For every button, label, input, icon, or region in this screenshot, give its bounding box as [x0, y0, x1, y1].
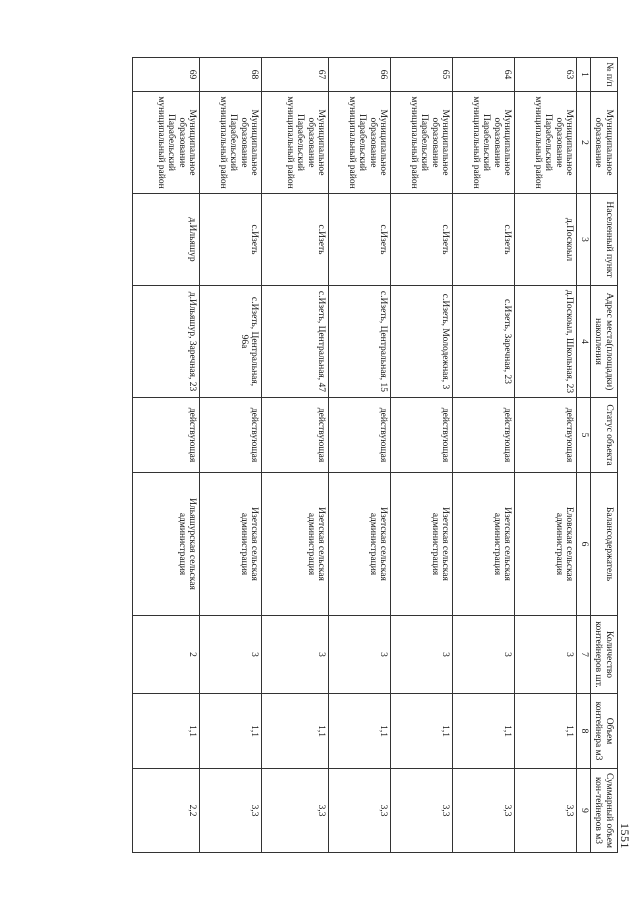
- total-volume-cell: 3,3: [262, 769, 329, 853]
- total-volume-cell: 3,3: [391, 769, 453, 853]
- column-number-cell: 1: [577, 58, 591, 92]
- row-number: 65: [391, 58, 453, 92]
- header-cell: Адрес места(площадки) накопления: [591, 286, 618, 398]
- header-cell: Балансодержатель: [591, 473, 618, 616]
- address-cell: с.Изеть, Молодежная, 3: [391, 286, 453, 398]
- container-count-cell: 2: [133, 616, 200, 694]
- column-number-cell: 9: [577, 769, 591, 853]
- column-number-cell: 4: [577, 286, 591, 398]
- container-volume-cell: 1,1: [262, 694, 329, 769]
- address-cell: д.Поскоыл, Школьная, 23: [515, 286, 577, 398]
- header-cell: № п/п: [591, 58, 618, 92]
- settlement-cell: д.Поскоыл: [515, 194, 577, 286]
- container-count-cell: 3: [391, 616, 453, 694]
- collection-sites-table: [133, 57, 619, 853]
- settlement-cell: д.Ильяшур: [133, 194, 200, 286]
- table-row: [391, 58, 453, 853]
- column-number-cell: 7: [577, 616, 591, 694]
- settlement-cell: с.Изеть: [453, 194, 515, 286]
- settlement-cell: с.Изеть: [262, 194, 329, 286]
- total-volume-cell: 3,3: [515, 769, 577, 853]
- municipality-cell: Муниципальное образование Парабельский муниципальный район: [391, 92, 453, 194]
- municipality-cell: Муниципальное образование Парабельский муниципальный район: [262, 92, 329, 194]
- container-volume-cell: 1,1: [200, 694, 262, 769]
- column-number-cell: 5: [577, 398, 591, 473]
- container-volume-cell: 1,1: [133, 694, 200, 769]
- header-cell: Суммарный объем кон-тейнеров м3: [591, 769, 618, 853]
- table-row: [200, 58, 262, 853]
- total-volume-cell: 2,2: [133, 769, 200, 853]
- settlement-cell: с.Изеть: [391, 194, 453, 286]
- table-row: [329, 58, 391, 853]
- table-row: [262, 58, 329, 853]
- container-volume-cell: 1,1: [453, 694, 515, 769]
- row-number: 67: [262, 58, 329, 92]
- header-cell: Объем контейнера м3: [591, 694, 618, 769]
- container-count-cell: 3: [262, 616, 329, 694]
- container-count-cell: 3: [329, 616, 391, 694]
- table-row: [453, 58, 515, 853]
- total-volume-cell: 3,3: [200, 769, 262, 853]
- status-cell: действующая: [200, 398, 262, 473]
- address-cell: с.Изеть, Заречная, 23: [453, 286, 515, 398]
- header-cell: Муниципальное образование: [591, 92, 618, 194]
- holder-cell: Изетская сельская администрация: [200, 473, 262, 616]
- municipality-cell: Муниципальное образование Парабельский муниципальный район: [200, 92, 262, 194]
- row-number: 68: [200, 58, 262, 92]
- column-number-cell: 8: [577, 694, 591, 769]
- table-row: [515, 58, 577, 853]
- holder-cell: Изетская сельская администрация: [329, 473, 391, 616]
- total-volume-cell: 3,3: [453, 769, 515, 853]
- row-number: 64: [453, 58, 515, 92]
- row-number: 69: [133, 58, 200, 92]
- municipality-cell: Муниципальное образование Парабельский муниципальный район: [515, 92, 577, 194]
- holder-cell: Ильяшурская сельская администрация: [133, 473, 200, 616]
- column-number-cell: 2: [577, 92, 591, 194]
- municipality-cell: Муниципальное образование Парабельский муниципальный район: [133, 92, 200, 194]
- settlement-cell: с.Изеть: [329, 194, 391, 286]
- status-cell: действующая: [453, 398, 515, 473]
- status-cell: действующая: [391, 398, 453, 473]
- header-cell: Статус объекта: [591, 398, 618, 473]
- page-number: 1551: [618, 823, 632, 849]
- address-cell: с.Изеть, Центральная, 15: [329, 286, 391, 398]
- container-volume-cell: 1,1: [391, 694, 453, 769]
- holder-cell: Еловская сельская администрация: [515, 473, 577, 616]
- holder-cell: Изетская сельская администрация: [453, 473, 515, 616]
- container-count-cell: 3: [200, 616, 262, 694]
- total-volume-cell: 3,3: [329, 769, 391, 853]
- address-cell: д.Ильяшур, Заречная, 23: [133, 286, 200, 398]
- status-cell: действующая: [262, 398, 329, 473]
- status-cell: действующая: [133, 398, 200, 473]
- header-row: [591, 58, 618, 853]
- address-cell: с.Изеть, Центральная, 96а: [200, 286, 262, 398]
- status-cell: действующая: [329, 398, 391, 473]
- container-volume-cell: 1,1: [515, 694, 577, 769]
- status-cell: действующая: [515, 398, 577, 473]
- row-number: 66: [329, 58, 391, 92]
- table-row: [133, 58, 200, 853]
- holder-cell: Изетская сельская администрация: [391, 473, 453, 616]
- column-number-cell: 6: [577, 473, 591, 616]
- settlement-cell: с.Изеть: [200, 194, 262, 286]
- container-count-cell: 3: [515, 616, 577, 694]
- column-number-cell: 3: [577, 194, 591, 286]
- header-cell: Населенный пункт: [591, 194, 618, 286]
- container-volume-cell: 1,1: [329, 694, 391, 769]
- container-count-cell: 3: [453, 616, 515, 694]
- holder-cell: Изетская сельская администрация: [262, 473, 329, 616]
- municipality-cell: Муниципальное образование Парабельский муниципальный район: [453, 92, 515, 194]
- address-cell: с.Изеть, Центральная, 47: [262, 286, 329, 398]
- row-number: 63: [515, 58, 577, 92]
- column-number-row: [577, 58, 591, 853]
- header-cell: Количество контейнеров шт.: [591, 616, 618, 694]
- municipality-cell: Муниципальное образование Парабельский муниципальный район: [329, 92, 391, 194]
